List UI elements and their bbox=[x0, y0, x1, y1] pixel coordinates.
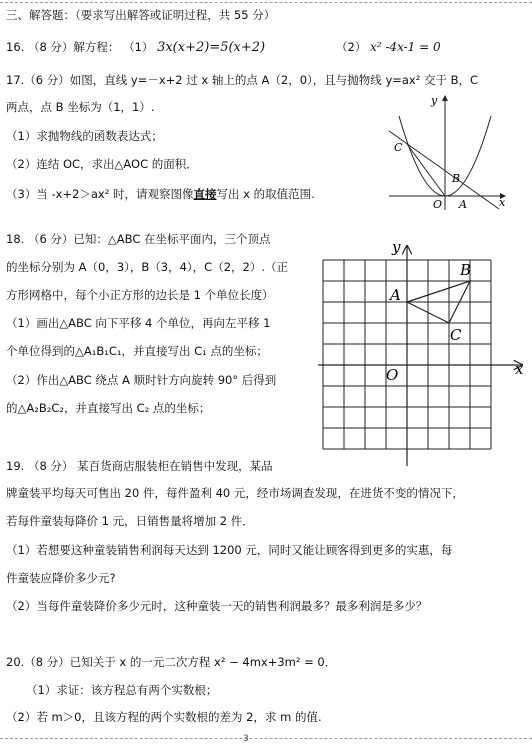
q18-label-c: C bbox=[450, 326, 462, 344]
q18-line1: 18. （6 分）已知：△ABC 在坐标平面内，三个顶点 bbox=[6, 232, 271, 246]
q20-line1: 20.（8 分）已知关于 x 的一元二次方程 x² − 4mx+3m² = 0． bbox=[6, 655, 337, 669]
q18-line7: 的△A₂B₂C₂，并直接写出 C₂ 点的坐标； bbox=[6, 401, 211, 415]
q17-sub1: （1）求抛物线的函数表达式； bbox=[6, 129, 163, 143]
q18-label-y: y bbox=[392, 238, 401, 256]
q18-label-b: B bbox=[460, 261, 472, 279]
q19-line5: 件童装应降价多少元? bbox=[6, 571, 116, 585]
section-title: 三、解答题：（要求写出解答或证明过程，共 55 分） bbox=[6, 8, 276, 22]
q16-part2-label: （2） bbox=[336, 40, 367, 54]
q17-segment-oc bbox=[407, 144, 445, 196]
q20-line3: （2）若 m＞0，且该方程的两个实数根的差为 2，求 m 的值. bbox=[6, 710, 322, 724]
q19-line6: （2）当每件童装降价多少元时，这种童装一天的销售利润最多？最多利润是多少？ bbox=[6, 599, 428, 613]
q17-line1: 17.（6 分）如图，直线 y=－x+2 过 x 轴上的点 A（2，0），且与抛物线 y=ax² 交于 B，C bbox=[6, 73, 479, 87]
q17-sub3-emphasis: 直接 bbox=[193, 187, 217, 201]
q16-part1-label: （1） bbox=[123, 40, 154, 54]
q19-line1: 19. （8 分） 某百货商店服装柜在销售中发现，某品 bbox=[6, 459, 273, 473]
page-top-border bbox=[0, 2, 532, 3]
q17-label-o: O bbox=[433, 198, 443, 211]
q17-sub3-text-end: 写出 x 的取值范围. bbox=[216, 187, 315, 201]
q16-line bbox=[6, 41, 265, 54]
q18-label-x: x bbox=[515, 360, 524, 378]
q16-part2-equation: x² -4x-1 = 0 bbox=[369, 40, 441, 54]
q17-line2: 两点，点 B 坐标为（1，1）. bbox=[6, 100, 155, 114]
q17-sub3 bbox=[6, 189, 315, 201]
q16-part2 bbox=[336, 41, 441, 54]
page-number: 3 bbox=[243, 734, 249, 744]
q20-line2: （1）求证：该方程总有两个实数根； bbox=[26, 683, 218, 697]
q18-grid-figure bbox=[310, 238, 532, 470]
q17-graph bbox=[385, 92, 515, 212]
q18-line2: 的坐标分别为 A（0，3），B（3，4），C（2，2）.（正 bbox=[6, 260, 288, 274]
q18-line4: （1）画出△ABC 向下平移 4 个单位，再向左平移 1 bbox=[6, 316, 271, 330]
page-bottom-border bbox=[0, 738, 532, 739]
q17-sub3-text: （3）当 -x+2＞ax² 时，请观察图像 bbox=[6, 187, 194, 201]
q16-part1-equation: 3x(x+2)=5(x+2) bbox=[157, 40, 266, 55]
q17-label-a: A bbox=[459, 198, 467, 211]
q16-points: （8 分）解方程： bbox=[27, 40, 120, 54]
q17-label-c: C bbox=[394, 141, 403, 154]
q17-sub2: （2）连结 OC，求出△AOC 的面积． bbox=[6, 157, 198, 171]
q18-line5: 个单位得到的△A₁B₁C₁，并直接写出 C₁ 点的坐标； bbox=[6, 344, 268, 358]
q18-label-a: A bbox=[390, 286, 401, 304]
q17-label-x: x bbox=[499, 196, 506, 209]
q16-number: 16. bbox=[6, 40, 25, 54]
q18-line3: 方形网格中，每个小正方形的边长是 1 个单位长度） bbox=[6, 288, 274, 302]
q19-line2: 牌童装平均每天可售出 20 件，每件盈利 40 元，经市场调查发现，在进货不变的情况下， bbox=[6, 486, 464, 500]
q18-label-o: O bbox=[386, 366, 399, 384]
q17-label-y: y bbox=[431, 94, 438, 107]
q17-label-b: B bbox=[452, 172, 461, 185]
q19-line4: （1）若想要这种童装销售利润每天达到 1200 元，同时又能让顾客得到更多的实惠，每 bbox=[6, 543, 453, 557]
q19-line3: 若每件童装每降价 1 元，日销售量将增加 2 件． bbox=[6, 514, 254, 528]
q18-line6: （2）作出△ABC 绕点 A 顺时针方向旋转 90° 后得到 bbox=[6, 373, 277, 387]
